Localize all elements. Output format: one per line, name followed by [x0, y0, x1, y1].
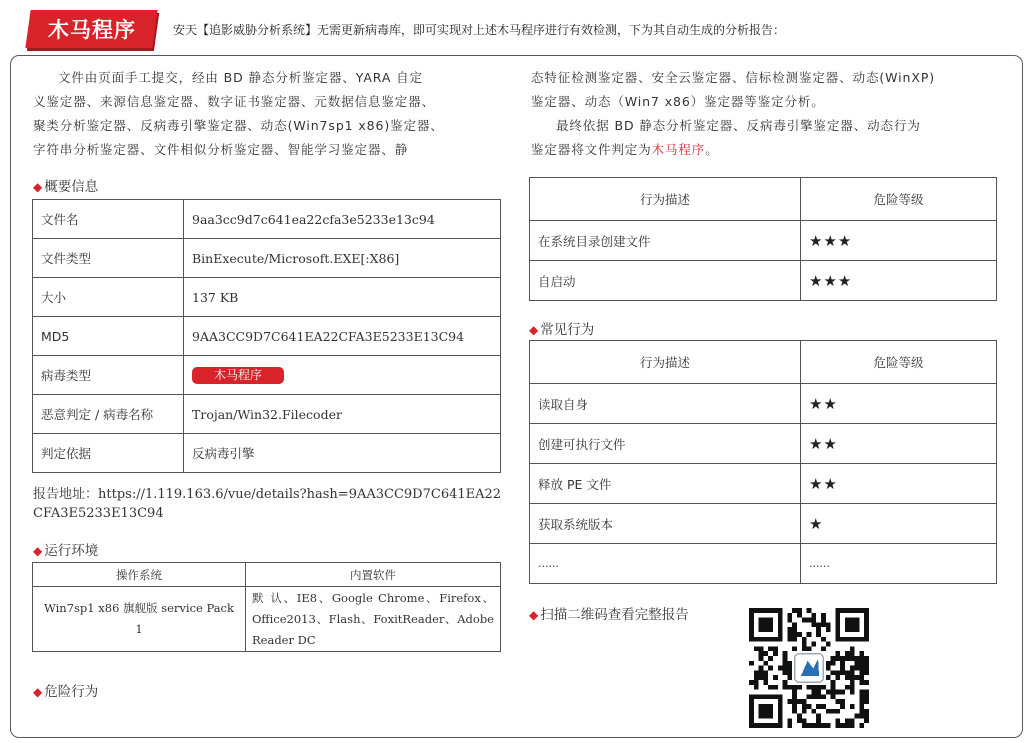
row-key: 文件类型	[33, 239, 184, 278]
overview-table	[32, 199, 501, 473]
danger-level: ......	[801, 544, 997, 584]
behavior-desc: 创建可执行文件	[530, 424, 801, 464]
diamond-icon: ◆	[529, 323, 539, 337]
table-row	[530, 504, 997, 544]
verdict-text: 鉴定器将文件判定为	[531, 142, 652, 157]
row-value: 9aa3cc9d7c641ea22cfa3e5233e13c94	[184, 200, 501, 239]
desc-line: 义鉴定器、来源信息鉴定器、数字证书鉴定器、元数据信息鉴定器、	[33, 94, 436, 109]
qr-caption-text: 扫描二维码查看完整报告	[540, 607, 689, 623]
danger-level: ★★	[801, 464, 997, 504]
desc-line: 文件由页面手工提交，经由 BD 静态分析鉴定器、YARA 自定	[58, 70, 423, 85]
row-value: BinExecute/Microsoft.EXE[:X86]	[184, 239, 501, 278]
table-row	[530, 261, 997, 301]
row-key: 大小	[33, 278, 184, 317]
table-row	[33, 278, 501, 317]
common-table	[529, 340, 997, 584]
row-value: Trojan/Win32.Filecoder	[184, 395, 501, 434]
description-right	[531, 66, 1011, 162]
intro-text: 安天【追影威胁分析系统】无需更新病毒库，即可实现对上述木马程序进行有效检测，下为其自动生成的分析报告：	[173, 23, 786, 37]
col-header: 行为描述	[530, 178, 801, 221]
virus-type-badge: 木马程序	[192, 367, 284, 384]
table-header-row	[530, 341, 997, 384]
table-header-row	[33, 563, 501, 587]
verdict-suffix: 。	[705, 142, 719, 157]
danger-title-text: 危险行为	[44, 684, 99, 700]
diamond-icon: ◆	[33, 685, 43, 699]
os-cell: Win7sp1 x86 旗舰版 service Pack 1	[33, 587, 246, 652]
row-key: 恶意判定 / 病毒名称	[33, 395, 184, 434]
table-row	[530, 384, 997, 424]
row-key: 病毒类型	[33, 356, 184, 395]
diamond-icon: ◆	[33, 180, 43, 194]
diamond-icon: ◆	[529, 608, 539, 622]
table-header-row	[530, 178, 997, 221]
row-value	[184, 356, 501, 395]
table-row	[33, 239, 501, 278]
danger-level: ★★	[801, 384, 997, 424]
environment-title-text: 运行环境	[44, 543, 99, 559]
table-row	[33, 434, 501, 473]
col-header: 操作系统	[33, 563, 246, 587]
table-row	[33, 317, 501, 356]
table-row	[33, 356, 501, 395]
col-header: 危险等级	[801, 341, 997, 384]
qr-code-icon[interactable]	[749, 608, 869, 728]
desc-line: 聚类分析鉴定器、反病毒引擎鉴定器、动态(Win7sp1 x86)鉴定器、	[33, 118, 444, 133]
table-row	[33, 395, 501, 434]
row-key: MD5	[33, 317, 184, 356]
col-header: 内置软件	[246, 563, 501, 587]
col-header: 危险等级	[801, 178, 997, 221]
table-row	[33, 200, 501, 239]
table-row	[530, 464, 997, 504]
row-key: 判定依据	[33, 434, 184, 473]
row-value: 反病毒引擎	[184, 434, 501, 473]
behavior-desc: 在系统目录创建文件	[530, 221, 801, 261]
table-row	[530, 544, 997, 584]
behavior-desc: 释放 PE 文件	[530, 464, 801, 504]
row-value: 137 KB	[184, 278, 501, 317]
verdict-highlight: 木马程序	[651, 142, 706, 157]
common-title	[529, 318, 594, 338]
danger-level: ★★	[801, 424, 997, 464]
col-header: 行为描述	[530, 341, 801, 384]
table-row	[530, 424, 997, 464]
description-left	[33, 66, 511, 162]
qr-caption	[529, 603, 689, 623]
common-title-text: 常见行为	[540, 322, 595, 338]
row-key: 文件名	[33, 200, 184, 239]
verdict-line-2	[531, 138, 1011, 162]
table-row	[33, 587, 501, 652]
overview-title-text: 概要信息	[44, 179, 99, 195]
danger-table	[529, 177, 997, 301]
overview-title	[33, 175, 98, 195]
desc-line: 态特征检测鉴定器、安全云鉴定器、信标检测鉴定器、动态(WinXP)	[531, 70, 936, 85]
table-row	[530, 221, 997, 261]
danger-level: ★★★	[801, 221, 997, 261]
danger-title	[33, 680, 98, 700]
desc-line: 字符串分析鉴定器、文件相似分析鉴定器、智能学习鉴定器、静	[33, 142, 409, 157]
environment-title	[33, 539, 98, 559]
desc-line: 鉴定器、动态（Win7 x86）鉴定器等鉴定分析。	[531, 94, 825, 109]
environment-table	[32, 562, 501, 652]
diamond-icon: ◆	[33, 544, 43, 558]
danger-level: ★	[801, 504, 997, 544]
category-tag: 木马程序	[48, 18, 136, 42]
software-cell: 默 认、IE8、Google Chrome、Firefox、Office2013、Flash、FoxitReader、Adobe Reader DC	[246, 587, 501, 652]
behavior-desc: 自启动	[530, 261, 801, 301]
row-value: 9AA3CC9D7C641EA22CFA3E5233E13C94	[184, 317, 501, 356]
behavior-desc: 读取自身	[530, 384, 801, 424]
verdict-line: 最终依据 BD 静态分析鉴定器、反病毒引擎鉴定器、动态行为	[556, 118, 921, 133]
behavior-desc: 获取系统版本	[530, 504, 801, 544]
report-url[interactable]: 报告地址：https://1.119.163.6/vue/details?hash=9AA3CC9D7C641EA22CFA3E5233E13C94	[33, 487, 502, 521]
behavior-desc: ......	[530, 544, 801, 584]
danger-level: ★★★	[801, 261, 997, 301]
